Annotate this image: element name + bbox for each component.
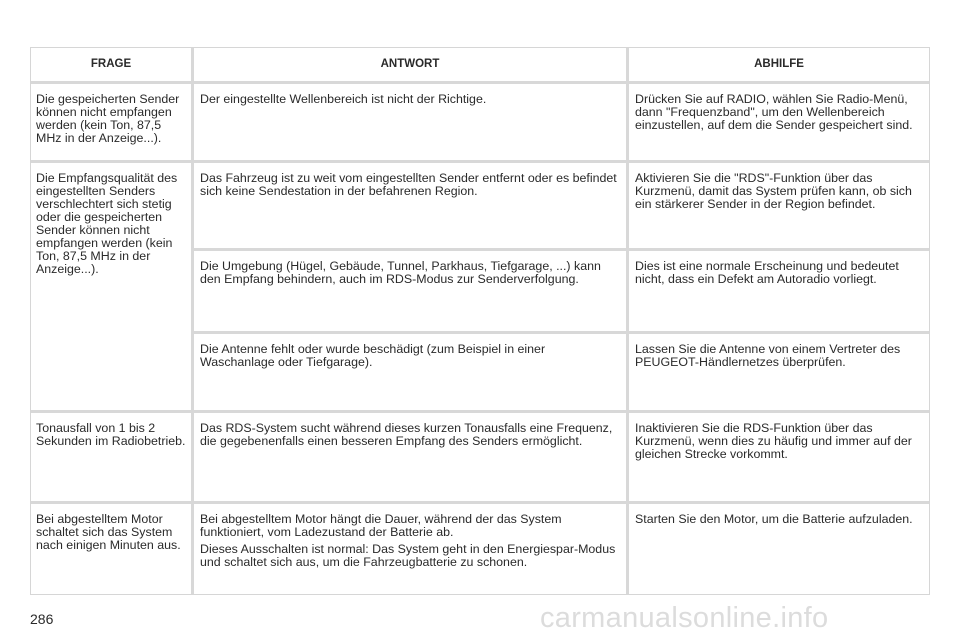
- answer-cell: Der eingestellte Wellenbereich ist nicht der Richtige.: [194, 84, 626, 160]
- question-cell: Tonausfall von 1 bis 2 Sekunden im Radiobetrieb.: [31, 413, 191, 501]
- question-cell: Bei abgestelltem Motor schaltet sich das System nach einigen Minuten aus.: [31, 504, 191, 594]
- remedy-cell: Starten Sie den Motor, um die Batterie aufzuladen.: [629, 504, 929, 594]
- header-antwort: ANTWORT: [194, 48, 626, 81]
- question-cell: Die gespeicherten Sender können nicht empfangen werden (kein Ton, 87,5 MHz in der Anzeige...).: [31, 84, 191, 160]
- remedy-cell: Drücken Sie auf RADIO, wählen Sie Radio-Menü, dann "Frequenzband", um den Wellenbereich einzustellen, auf dem die Sender gespeichert sind.: [629, 84, 929, 160]
- watermark: carmanualsonline.info: [540, 602, 829, 634]
- answer-cell: Die Antenne fehlt oder wurde beschädigt (zum Beispiel in einer Waschanlage oder Tiefgarage).: [194, 334, 626, 410]
- remedy-cell: Lassen Sie die Antenne von einem Vertreter des PEUGEOT-Händlernetzes überprüfen.: [629, 334, 929, 410]
- faq-table: [30, 47, 930, 595]
- answer-cell: Das RDS-System sucht während dieses kurzen Tonausfalls eine Frequenz, die gegebenenfalls einen besseren Empfang des Senders ermöglicht.: [194, 413, 626, 501]
- answer-cell: Das Fahrzeug ist zu weit vom eingestellten Sender entfernt oder es befindet sich keine Sendestation in der befahrenen Region.: [194, 163, 626, 248]
- answer-paragraph: Dieses Ausschalten ist normal: Das System geht in den Energiespar-Modus und schaltet sich aus, um die Fahrzeugbatterie zu schonen.: [200, 542, 616, 569]
- header-frage: FRAGE: [31, 48, 191, 81]
- remedy-cell: Inaktivieren Sie die RDS-Funktion über das Kurzmenü, wenn dies zu häufig und immer auf der gleichen Strecke vorkommt.: [629, 413, 929, 501]
- page-number: 286: [30, 611, 54, 627]
- remedy-cell: Dies ist eine normale Erscheinung und bedeutet nicht, dass ein Defekt am Autoradio vorliegt.: [629, 251, 929, 331]
- answer-cell: [194, 504, 626, 594]
- answer-cell: Die Umgebung (Hügel, Gebäude, Tunnel, Parkhaus, Tiefgarage, ...) kann den Empfang behindern, auch im RDS-Modus zur Senderverfolgung.: [194, 251, 626, 331]
- answer-paragraph: Bei abgestelltem Motor hängt die Dauer, während der das System funktioniert, vom Ladezustand der Batterie ab.: [200, 512, 562, 539]
- question-cell: Die Empfangsqualität des eingestellten Senders verschlechtert sich stetig oder die gespeicherten Sender können nicht empfangen werden (kein Ton, 87,5 MHz in der Anzeige...).: [31, 163, 191, 410]
- header-abhilfe: ABHILFE: [629, 48, 929, 81]
- remedy-cell: Aktivieren Sie die "RDS"-Funktion über das Kurzmenü, damit das System prüfen kann, ob sich ein stärkerer Sender in der Region befindet.: [629, 163, 929, 248]
